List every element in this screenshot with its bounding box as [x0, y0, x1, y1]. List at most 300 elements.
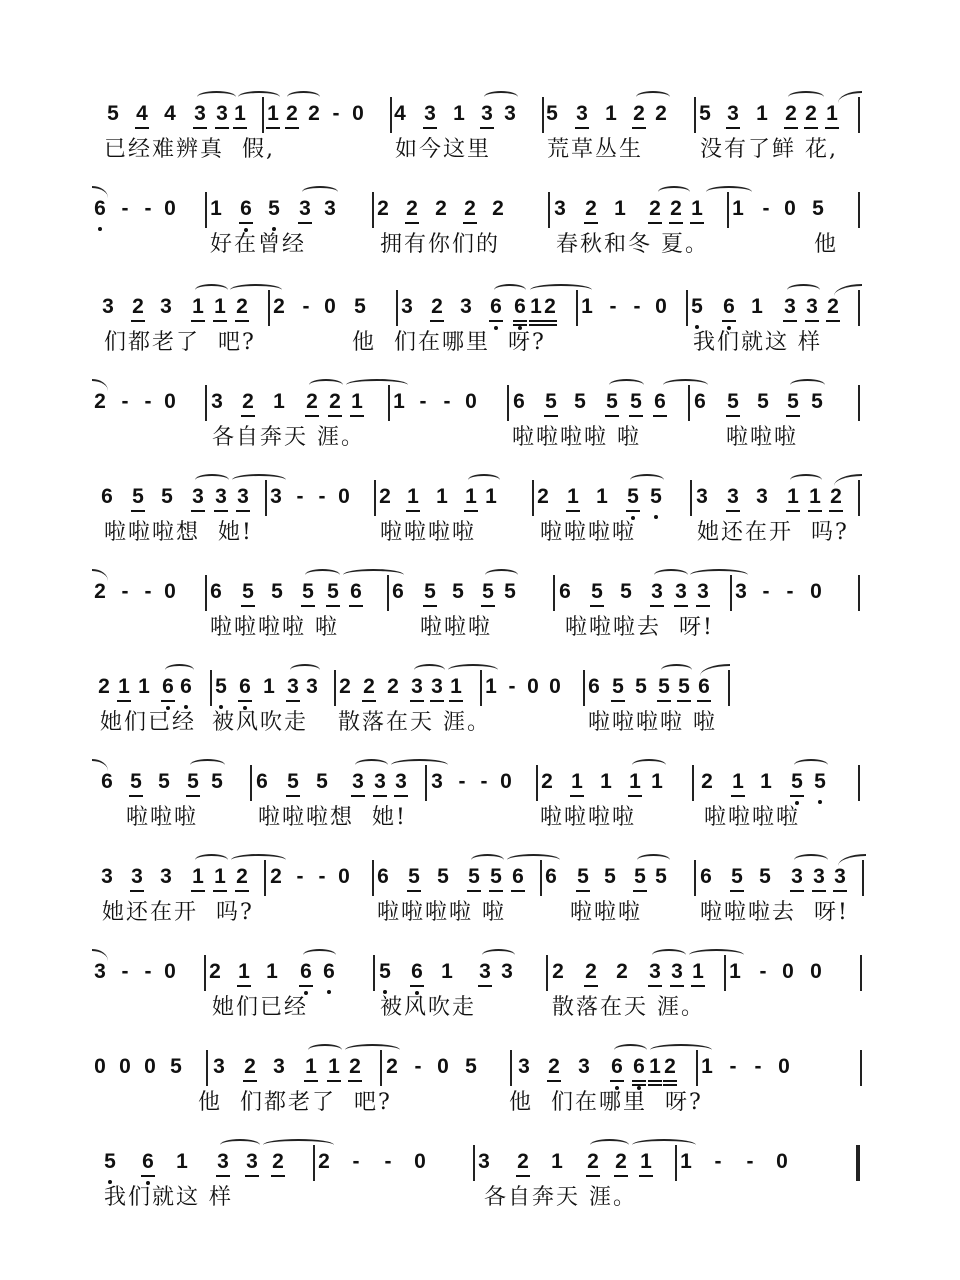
slur-tie [632, 1139, 696, 1151]
note-digit: 1 [192, 865, 204, 888]
slur-tie [195, 474, 229, 486]
note-digit: 1 [600, 770, 612, 793]
music-system-11 [0, 1048, 960, 1138]
note-digit: 0 [784, 197, 796, 220]
slur-tie [448, 664, 498, 676]
underline-beam [131, 510, 145, 512]
note-digit: - [786, 580, 794, 603]
note-digit: 5 [482, 580, 494, 603]
underline-beam [610, 1080, 624, 1082]
note-digit: 3 [756, 485, 768, 508]
note-digit: 2 [537, 485, 549, 508]
lyric-phrase: 没有了鲜 花, [700, 137, 838, 162]
note-digit: 5 [490, 865, 502, 888]
underline-beam [691, 985, 705, 987]
lyric-phrase: 啦啦啦啦 [540, 805, 637, 830]
underline-beam [833, 890, 847, 892]
note-digit: 3 [696, 485, 708, 508]
underline-beam [423, 127, 437, 129]
note-digit: 2 [616, 960, 628, 983]
note [214, 103, 230, 125]
note-digit: 5 [812, 197, 824, 220]
underline-beam [697, 700, 711, 702]
underline-beam [614, 1175, 628, 1177]
note [544, 103, 560, 125]
barline [396, 290, 398, 326]
note [303, 1056, 319, 1078]
note-digit: 1 [651, 770, 663, 793]
underline-beam [213, 320, 227, 322]
slur-tie [630, 474, 664, 486]
note [207, 961, 223, 983]
note-digit: 3 [215, 485, 227, 508]
note-digit: 2 [649, 197, 661, 220]
slur-tie [689, 949, 744, 961]
note-digit: 5 [132, 485, 144, 508]
lyric-phrase: 散落在天 涯。 [552, 995, 705, 1020]
note-digit: 3 [160, 295, 172, 318]
lyric-phrase: 已经难辨真 假, [104, 137, 275, 162]
note-digit: 5 [504, 580, 516, 603]
note-digit: 5 [316, 770, 328, 793]
note [192, 103, 208, 125]
note [678, 1151, 694, 1173]
underline-beam [726, 415, 740, 417]
note [697, 103, 713, 125]
notes-row [0, 668, 960, 708]
underline-beam [516, 1175, 530, 1177]
note-digit: 1 [701, 1055, 713, 1078]
underline-beam [328, 415, 342, 417]
note-digit: 0 [94, 1055, 106, 1078]
note [696, 676, 712, 698]
note-digit: 3 [727, 485, 739, 508]
note-digit: 1 [234, 102, 246, 125]
note-digit: 0 [437, 1055, 449, 1078]
note-digit: 3 [270, 485, 282, 508]
dash-extension [314, 486, 330, 508]
note-digit: - [754, 1055, 762, 1078]
rest-note [162, 391, 178, 413]
lyric-phrase: 被风吹走 [212, 710, 309, 735]
note-digit: 2 [386, 1055, 398, 1078]
note [399, 296, 415, 318]
lyric-phrase: 荒草丛生 [547, 137, 644, 162]
note [158, 296, 174, 318]
slur-tie [92, 759, 108, 771]
note [721, 296, 737, 318]
underline-beam [605, 415, 619, 417]
underline-beam [236, 510, 250, 512]
note [435, 866, 451, 888]
note-digit: 1 [732, 770, 744, 793]
slur-tie [794, 759, 828, 771]
note-digit: 1 [138, 675, 150, 698]
note-digit: - [633, 295, 641, 318]
note [100, 296, 116, 318]
underline-beam [543, 320, 557, 322]
note-digit: 0 [778, 1055, 790, 1078]
note [322, 198, 338, 220]
underline-beam [351, 795, 365, 797]
slur-tie [637, 854, 670, 866]
note [565, 486, 581, 508]
underline-beam [161, 700, 175, 702]
note [433, 198, 449, 220]
note [304, 676, 320, 698]
music-system-9 [0, 858, 960, 948]
note-digit: 5 [161, 485, 173, 508]
note [96, 676, 112, 698]
underline-beam [489, 890, 503, 892]
note [755, 391, 771, 413]
lyric-phrase: 啦啦啦想 她! [104, 520, 253, 545]
underline-beam [669, 222, 683, 224]
dash-extension [504, 676, 520, 698]
note-digit: 2 [664, 1055, 676, 1078]
underline-beam [726, 127, 740, 129]
rest-note [336, 486, 352, 508]
barline [553, 575, 555, 611]
note-digit: 1 [649, 1055, 661, 1078]
note [477, 961, 493, 983]
note [785, 486, 801, 508]
note-digit: 2 [242, 390, 254, 413]
underline-beam [213, 890, 227, 892]
note [422, 581, 438, 603]
slur-tie [232, 474, 286, 486]
note [271, 1056, 287, 1078]
note-digit: - [121, 390, 129, 413]
rest-note [162, 581, 178, 603]
note [480, 581, 496, 603]
underline-beam [299, 985, 313, 987]
lyric-phrase: 啦啦啦去 呀! [565, 615, 714, 640]
note [213, 676, 229, 698]
note-digit: 2 [805, 102, 817, 125]
note-digit: 6 [694, 390, 706, 413]
note [240, 391, 256, 413]
note-digit: 3 [460, 295, 472, 318]
note-digit: 2 [98, 675, 110, 698]
note-digit: 5 [727, 390, 739, 413]
note [375, 866, 391, 888]
note-digit: 1 [826, 102, 838, 125]
note-digit: 5 [811, 390, 823, 413]
note-digit: 1 [691, 197, 703, 220]
note [812, 771, 828, 793]
slur-tie [343, 569, 404, 581]
notes-row [0, 858, 960, 898]
note-digit: 3 [160, 865, 172, 888]
dash-extension [750, 1056, 766, 1078]
note [99, 866, 115, 888]
note [546, 1056, 562, 1078]
lyrics-row [0, 1181, 960, 1215]
note [392, 103, 408, 125]
note [583, 961, 599, 983]
note-digit: 0 [164, 390, 176, 413]
notes-row [0, 288, 960, 328]
underline-beam [629, 415, 643, 417]
note [393, 771, 409, 793]
underline-beam [464, 510, 478, 512]
note [656, 676, 672, 698]
note-digit: 3 [411, 675, 423, 698]
music-system-7 [0, 668, 960, 758]
note-digit: 5 [574, 390, 586, 413]
note-digit: 0 [352, 102, 364, 125]
note-digit: 1 [210, 197, 222, 220]
barline [694, 97, 696, 133]
underline-beam [449, 700, 463, 702]
slur-tie [309, 379, 343, 391]
note-digit: 3 [651, 580, 663, 603]
rest-note [776, 1056, 792, 1078]
note-digit: 1 [756, 102, 768, 125]
underline-beam [786, 415, 800, 417]
note [758, 771, 774, 793]
note [105, 103, 121, 125]
lyric-phrase: 他 们在哪里 呀? [509, 1090, 703, 1115]
slur-tie [468, 474, 500, 486]
underline-beam [243, 1080, 257, 1082]
barline [548, 192, 550, 228]
note-digit: 1 [680, 1150, 692, 1173]
slur-tie [654, 569, 688, 581]
note-digit: - [144, 390, 152, 413]
note [676, 676, 692, 698]
note [361, 676, 377, 698]
underline-beam [423, 605, 437, 607]
note-digit: 2 [587, 1150, 599, 1173]
note [451, 103, 467, 125]
note-digit: - [729, 1055, 737, 1078]
note-digit: 1 [809, 485, 821, 508]
note [488, 866, 504, 888]
note [653, 866, 669, 888]
barline [583, 670, 585, 706]
underline-beam [193, 127, 207, 129]
underline-beam [481, 605, 495, 607]
notes-row [0, 95, 960, 135]
slur-tie [690, 569, 748, 581]
note-digit: 5 [591, 580, 603, 603]
note [129, 866, 145, 888]
note [602, 866, 618, 888]
barline [334, 670, 336, 706]
slur-tie [632, 759, 666, 771]
underline-beam [786, 510, 800, 512]
note [604, 391, 620, 413]
note-digit: 5 [104, 1150, 116, 1173]
note-digit: 5 [650, 485, 662, 508]
music-system-4 [0, 383, 960, 473]
note-digit: 5 [158, 770, 170, 793]
underline-beam [235, 890, 249, 892]
note [409, 676, 425, 698]
note-digit: 6 [377, 865, 389, 888]
dash-extension [117, 961, 133, 983]
note-digit: 5 [546, 102, 558, 125]
note-digit: 6 [239, 675, 251, 698]
note-digit: 2 [655, 102, 667, 125]
underline-beam [570, 795, 584, 797]
note [377, 486, 393, 508]
note-digit: - [480, 770, 488, 793]
note-digit: 3 [101, 865, 113, 888]
slur-tie [700, 664, 730, 676]
underline-beam [285, 127, 299, 129]
rest-note [162, 198, 178, 220]
rest-note [412, 1151, 428, 1173]
underline-beam [406, 510, 420, 512]
notes-row [0, 478, 960, 518]
underline-beam [186, 795, 200, 797]
note-digit: 0 [782, 960, 794, 983]
note-digit: 1 [732, 197, 744, 220]
note-digit: 6 [180, 675, 192, 698]
note [463, 486, 479, 508]
note [511, 391, 527, 413]
barline [692, 765, 694, 801]
underline-beam [410, 985, 424, 987]
barline [860, 955, 862, 991]
note [92, 391, 108, 413]
note-digit: 1 [581, 295, 593, 318]
note-digit: 1 [692, 960, 704, 983]
note [232, 103, 248, 125]
dash-extension [476, 771, 492, 793]
note [327, 391, 343, 413]
note [264, 961, 280, 983]
underline-beam [547, 1080, 561, 1082]
note-digit: 3 [479, 960, 491, 983]
note-digit: 5 [658, 675, 670, 698]
note-digit: 1 [214, 295, 226, 318]
slur-tie [706, 186, 752, 198]
note [162, 103, 178, 125]
note [811, 866, 827, 888]
note-digit: - [419, 390, 427, 413]
note [375, 198, 391, 220]
lyric-phrase: 啦啦啦想 她! [258, 805, 407, 830]
note-digit: 3 [374, 770, 386, 793]
rest-note [117, 1056, 133, 1078]
note-digit: - [296, 485, 304, 508]
note-digit: 5 [759, 865, 771, 888]
note-digit: 2 [585, 197, 597, 220]
rest-note [162, 961, 178, 983]
note-digit: 3 [299, 197, 311, 220]
note [803, 103, 819, 125]
note [429, 771, 445, 793]
note-digit: 1 [328, 1055, 340, 1078]
slur-tie [195, 284, 228, 296]
note-digit: 2 [701, 770, 713, 793]
notes-row [0, 190, 960, 230]
note-digit: - [296, 865, 304, 888]
slur-tie [92, 949, 108, 961]
lyric-phrase: 啦啦啦啦 啦 [512, 425, 641, 450]
slur-tie [345, 1044, 400, 1056]
lyrics-row [0, 516, 960, 550]
underline-beam [235, 320, 249, 322]
slur-tie [652, 949, 686, 961]
note [321, 961, 337, 983]
slur-tie [838, 91, 862, 103]
note [99, 486, 115, 508]
note [749, 296, 765, 318]
note-digit: 5 [787, 390, 799, 413]
slur-tie [414, 664, 445, 676]
note-digit: - [144, 580, 152, 603]
underline-beam [117, 700, 131, 702]
note-digit: 2 [94, 390, 106, 413]
underline-beam [529, 320, 543, 322]
note-digit: 5 [268, 197, 280, 220]
note-digit: 3 [217, 1150, 229, 1173]
note [337, 676, 353, 698]
note [669, 961, 685, 983]
underline-beam [696, 605, 710, 607]
lyrics-row [0, 801, 960, 835]
note-digit: 5 [678, 675, 690, 698]
note-digit: 3 [576, 102, 588, 125]
note-digit: 6 [210, 580, 222, 603]
note-digit: - [302, 295, 310, 318]
slur-tie [302, 186, 338, 198]
note [610, 676, 626, 698]
note [140, 1151, 156, 1173]
note [130, 296, 146, 318]
music-system-8 [0, 763, 960, 853]
note [488, 296, 504, 318]
slur-tie [290, 664, 320, 676]
note [99, 771, 115, 793]
note-digit: 6 [490, 295, 502, 318]
lyric-phrase: 啦啦啦啦 啦 [210, 615, 339, 640]
note-digit: 5 [424, 580, 436, 603]
underline-beam [731, 795, 745, 797]
note [583, 198, 599, 220]
note [609, 1056, 625, 1078]
underline-beam [584, 985, 598, 987]
note-digit: 5 [271, 580, 283, 603]
slur-tie [190, 759, 225, 771]
note [185, 771, 201, 793]
note [213, 486, 229, 508]
dash-extension [629, 296, 645, 318]
note [690, 961, 706, 983]
note-digit: 2 [244, 1055, 256, 1078]
underline-beam [590, 605, 604, 607]
slur-tie [305, 569, 340, 581]
note-digit: 5 [577, 865, 589, 888]
note-digit: 1 [567, 485, 579, 508]
note-digit: 6 [162, 675, 174, 698]
note-digit: 6 [256, 770, 268, 793]
underline-beam [480, 127, 494, 129]
lyric-phrase: 她们已经 [100, 710, 197, 735]
note [539, 771, 555, 793]
note-digit: 2 [552, 960, 564, 983]
note-digit: 3 [504, 102, 516, 125]
underline-beam [266, 127, 280, 129]
lyric-phrase: 他 们在哪里 呀? [352, 330, 546, 355]
dash-extension [605, 296, 621, 318]
dash-extension [117, 391, 133, 413]
